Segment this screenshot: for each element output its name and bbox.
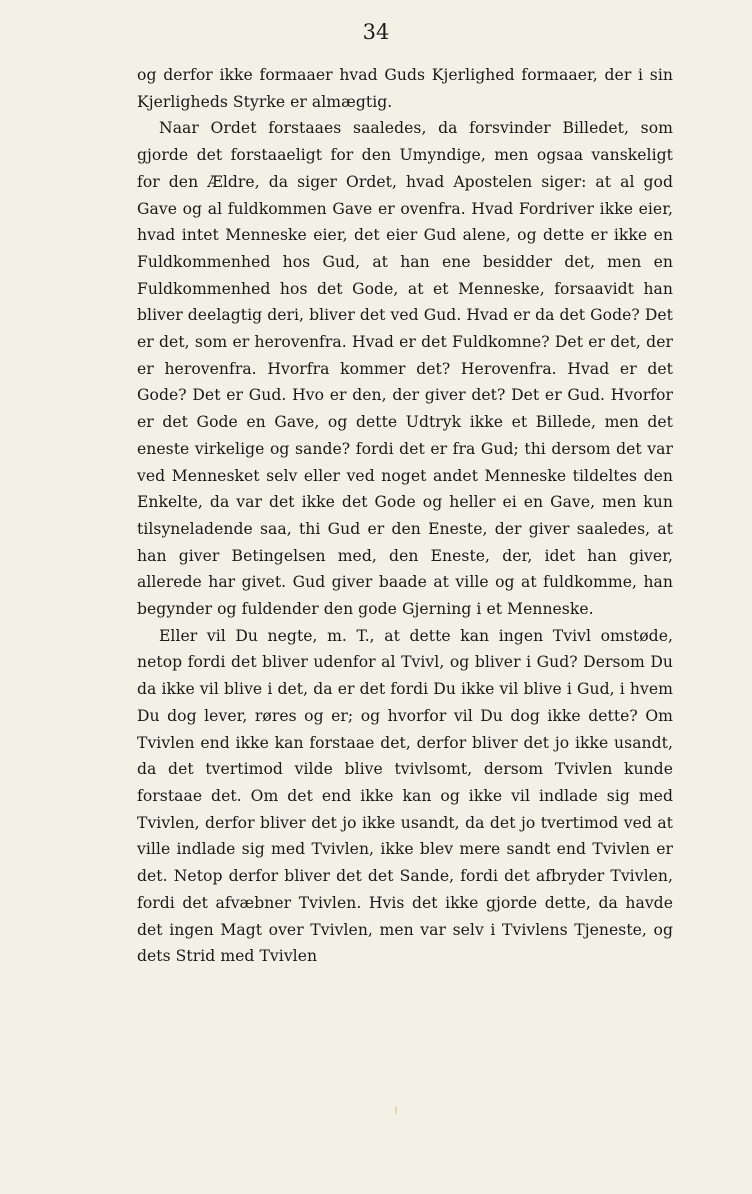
paragraph-3: Eller vil Du negte, m. T., at dette kan ingen Tvivl omstøde, netop fordi det bliver udenfor al Tvivl, og bliver i Gud? Dersom Du da ikke vil blive i det, da er det fordi Du ikke vil blive i Gud, i hvem Du dog lever, røres og er; og hvorfor vil Du dog ikke dette? Om Tvivlen end ikke kan forstaae det, derfor bliver det jo ikke usandt, da det tvertimod vilde blive tvivlsomt, dersom Tvivlen kunde forstaae det. Om det end ikke kan og ikke vil indlade sig med Tvivlen, derfor bliver det jo ikke usandt, da det jo tvertimod ved at ville indlade sig med Tvivlen, ikke blev mere sandt end Tvivlen er det. Netop derfor bliver det det Sande, fordi det afbryder Tvivlen, fordi det afvæbner Tvivlen. Hvis det ikke gjorde dette, da havde det ingen Magt over Tvivlen, men var selv i Tvivlens Tjeneste, og dets Strid med Tvivlen xyxy=(137,626,673,966)
page-number: 34 xyxy=(362,20,390,44)
paragraph-2: Naar Ordet forstaaes saaledes, da forsvinder Billedet, som gjorde det forstaaeligt for den Umyndige, men ogsaa vanskeligt for den Ældre, da siger Ordet, hvad Apostelen siger: at al god Gave og al fuldkommen Gave er ovenfra. Hvad Fordriver ikke eier, hvad intet Menneske eier, det eier Gud alene, og dette er ikke en Fuldkommenhed hos Gud, at han ene besidder det, men en Fuldkommenhed hos det Gode, at et Menneske, forsaavidt han bliver deelagtig deri, bliver det ved Gud. Hvad er da det Gode? Det er det, som er herovenfra. Hvad er det Fuldkomne? Det er det, der er herovenfra. Hvorfra kommer det? Herovenfra. Hvad er det Gode? Det er Gud. Hvo er den, der giver det? Det er Gud. Hvorfor er det Gode en Gave, og dette Udtryk ikke et Billede, men det eneste virkelige og sande? fordi det er fra Gud; thi dersom det var ved Mennesket selv eller ved noget andet Menneske tildeltes den Enkelte, da var det ikke det Gode og heller ei en Gave, men kun tilsyneladende saa, thi Gud er den Eneste, der giver saaledes, at han giver Betingelsen med, den Eneste, der, idet han giver, allerede har givet. Gud giver baade at ville og at fuldkomme, han begynder og fuldender den gode Gjerning i et Menneske. xyxy=(137,119,673,619)
body-text xyxy=(137,62,673,970)
paragraph-1: og derfor ikke formaaer hvad Guds Kjerlighed formaaer, der i sin Kjerligheds Styrke er almægtig. xyxy=(137,66,673,111)
paper-speck xyxy=(395,1106,397,1114)
